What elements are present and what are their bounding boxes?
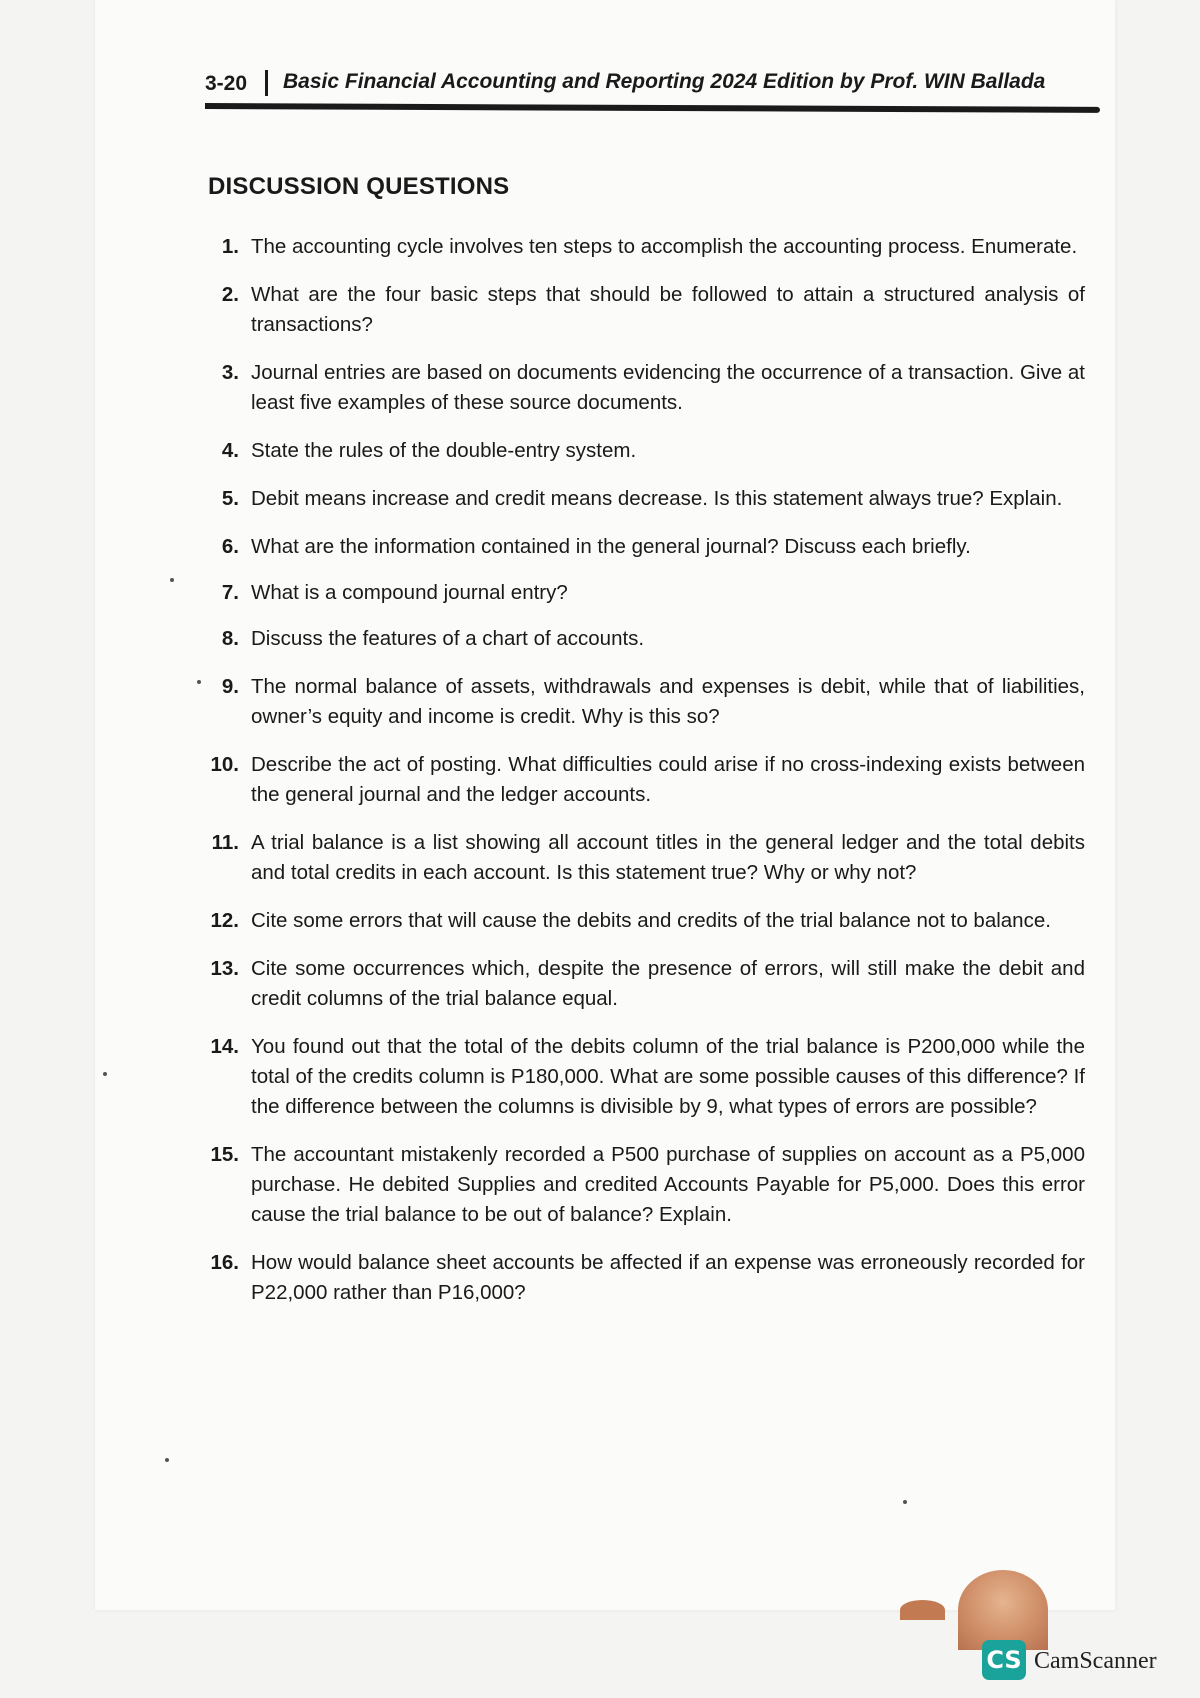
- thumb: [958, 1570, 1048, 1650]
- page-number: 3-20: [205, 72, 248, 95]
- question-text: State the rules of the double-entry system.: [251, 439, 637, 462]
- question-number: 4.: [221, 439, 239, 462]
- question-number: 12.: [210, 909, 239, 932]
- question-text: How would balance sheet accounts be affected if an expense was erroneously recorded for P22,000 rather than P16,000?: [251, 1251, 1085, 1304]
- scan-speck: [903, 1500, 907, 1504]
- question-item: [205, 578, 1085, 608]
- question-text: The accountant mistakenly recorded a P500 purchase of supplies on account as a P5,000 purchase. He debited Supplies and credited Accounts Payable for P5,000. Does this error cause the trial balance to be out of balance? Explain.: [251, 1143, 1085, 1226]
- section-title: DISCUSSION QUESTIONS: [208, 173, 510, 200]
- question-text: Cite some errors that will cause the debits and credits of the trial balance not to balance.: [251, 909, 1051, 932]
- header-divider: [265, 70, 268, 96]
- question-text: What are the information contained in the general journal? Discuss each briefly.: [251, 535, 971, 558]
- question-item: [205, 954, 1085, 1014]
- question-item: [205, 1032, 1085, 1122]
- question-list: [205, 232, 1085, 1308]
- question-text: Cite some occurrences which, despite the presence of errors, will still make the debit and credit columns of the trial balance equal.: [251, 957, 1085, 1010]
- question-number: 13.: [210, 957, 239, 980]
- question-text: What are the four basic steps that should be followed to attain a structured analysis of transactions?: [251, 283, 1085, 336]
- camscanner-label: CamScanner: [1034, 1648, 1157, 1674]
- question-text: Discuss the features of a chart of accounts.: [251, 627, 645, 650]
- question-text: A trial balance is a list showing all account titles in the general ledger and the total debits and total credits in each account. Is this statement true? Why or why not?: [251, 831, 1085, 884]
- question-item: [205, 828, 1085, 888]
- question-item: [205, 436, 1085, 466]
- question-item: [205, 280, 1085, 340]
- question-number: 10.: [210, 753, 239, 776]
- question-text: Debit means increase and credit means decrease. Is this statement always true? Explain.: [251, 487, 1063, 510]
- question-item: [205, 906, 1085, 936]
- question-number: 14.: [210, 1035, 239, 1058]
- question-item: [205, 672, 1085, 732]
- question-item: [205, 532, 1085, 562]
- question-number: 1.: [221, 235, 239, 258]
- question-number: 2.: [221, 283, 239, 306]
- question-item: [205, 232, 1085, 262]
- question-number: 9.: [221, 675, 239, 698]
- question-item: [205, 484, 1085, 514]
- question-text: What is a compound journal entry?: [251, 581, 568, 604]
- scan-speck: [170, 578, 174, 582]
- question-item: [205, 1140, 1085, 1230]
- question-number: 11.: [211, 831, 239, 854]
- question-number: 15.: [210, 1143, 239, 1166]
- question-text: The accounting cycle involves ten steps to accomplish the accounting process. Enumerate.: [251, 235, 1078, 258]
- question-text: Journal entries are based on documents evidencing the occurrence of a transaction. Give at least five examples of these source documents.: [251, 361, 1085, 414]
- question-number: 3.: [221, 361, 239, 384]
- question-number: 16.: [210, 1251, 239, 1274]
- question-item: [205, 624, 1085, 654]
- question-number: 6.: [221, 535, 239, 558]
- question-text: The normal balance of assets, withdrawals and expenses is debit, while that of liabilities, owner’s equity and income is credit. Why is this so?: [251, 675, 1085, 728]
- question-item: [205, 358, 1085, 418]
- scan-speck: [165, 1458, 169, 1462]
- question-number: 7.: [221, 581, 239, 604]
- page-header: [205, 62, 1105, 102]
- camscanner-logo-icon: CS: [982, 1640, 1026, 1680]
- scan-speck: [103, 1072, 107, 1076]
- book-title: Basic Financial Accounting and Reporting 2024 Edition by Prof. WIN Ballada: [283, 70, 1046, 93]
- scan-speck: [197, 680, 201, 684]
- question-text: Describe the act of posting. What difficulties could arise if no cross-indexing exists between the general journal and the ledger accounts.: [251, 753, 1085, 806]
- question-text: You found out that the total of the debits column of the trial balance is P200,000 while the total of the credits column is P180,000. What are some possible causes of this difference? If the difference between the columns is divisible by 9, what types of errors are possible?: [251, 1035, 1085, 1118]
- finger: [900, 1600, 945, 1620]
- question-number: 8.: [221, 627, 239, 650]
- question-item: [205, 750, 1085, 810]
- question-number: 5.: [221, 487, 239, 510]
- question-item: [205, 1248, 1085, 1308]
